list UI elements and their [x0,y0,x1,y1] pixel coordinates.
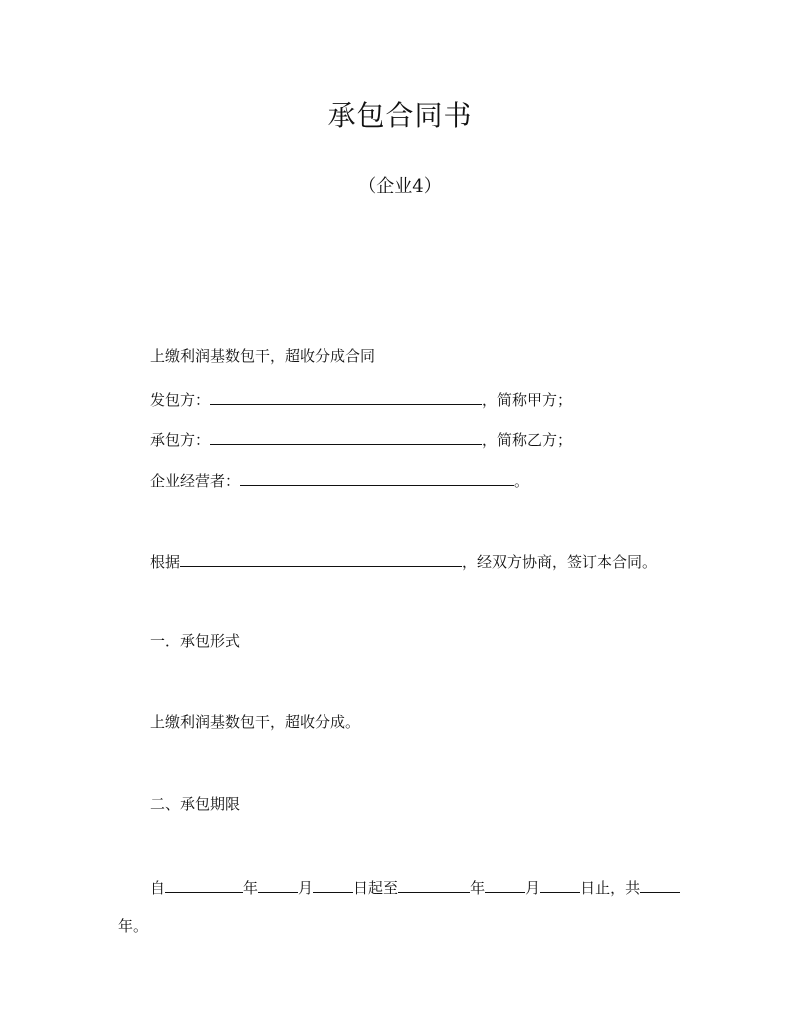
term-year-label: 年 [243,879,259,897]
operator-line [150,469,529,491]
basis-line [150,550,657,572]
party-a-suffix: ，简称甲方； [482,391,573,409]
term-month2-label: 月 [525,879,541,897]
section1-heading: 一．承包形式 [150,632,241,650]
section2-heading: 二、承包期限 [150,795,241,813]
party-a-line [150,388,572,410]
term-end-year-blank[interactable] [398,876,470,893]
basis-blank[interactable] [180,550,462,567]
party-a-blank[interactable] [210,388,482,405]
party-a-label: 发包方： [150,391,211,409]
term-total-unit: 年。 [118,917,149,935]
document-title: 承包合同书 [327,99,473,132]
operator-label: 企业经营者： [150,472,241,490]
party-b-line [150,428,572,450]
term-start-month-blank[interactable] [258,876,298,893]
contract-type-line: 上缴利润基数包干，超收分成合同 [150,347,376,365]
term-day-end-label: 日止，共 [580,879,641,897]
term-end-month-blank[interactable] [485,876,525,893]
document-subtitle: （企业4） [358,176,442,197]
section1-body: 上缴利润基数包干，超收分成。 [150,713,361,731]
term-month-label: 月 [298,879,314,897]
term-day-start-label: 日起至 [353,879,399,897]
party-b-blank[interactable] [210,428,482,445]
term-start-year-blank[interactable] [165,876,243,893]
term-year2-label: 年 [470,879,486,897]
term-start-day-blank[interactable] [313,876,353,893]
term-line [150,876,680,898]
operator-blank[interactable] [240,469,514,486]
operator-suffix: 。 [514,472,530,490]
party-b-suffix: ，简称乙方； [482,431,573,449]
basis-prefix: 根据 [150,553,181,571]
term-from: 自 [150,879,166,897]
term-total-blank[interactable] [640,876,680,893]
term-end-day-blank[interactable] [540,876,580,893]
basis-suffix: ，经双方协商，签订本合同。 [462,553,658,571]
party-b-label: 承包方： [150,431,211,449]
